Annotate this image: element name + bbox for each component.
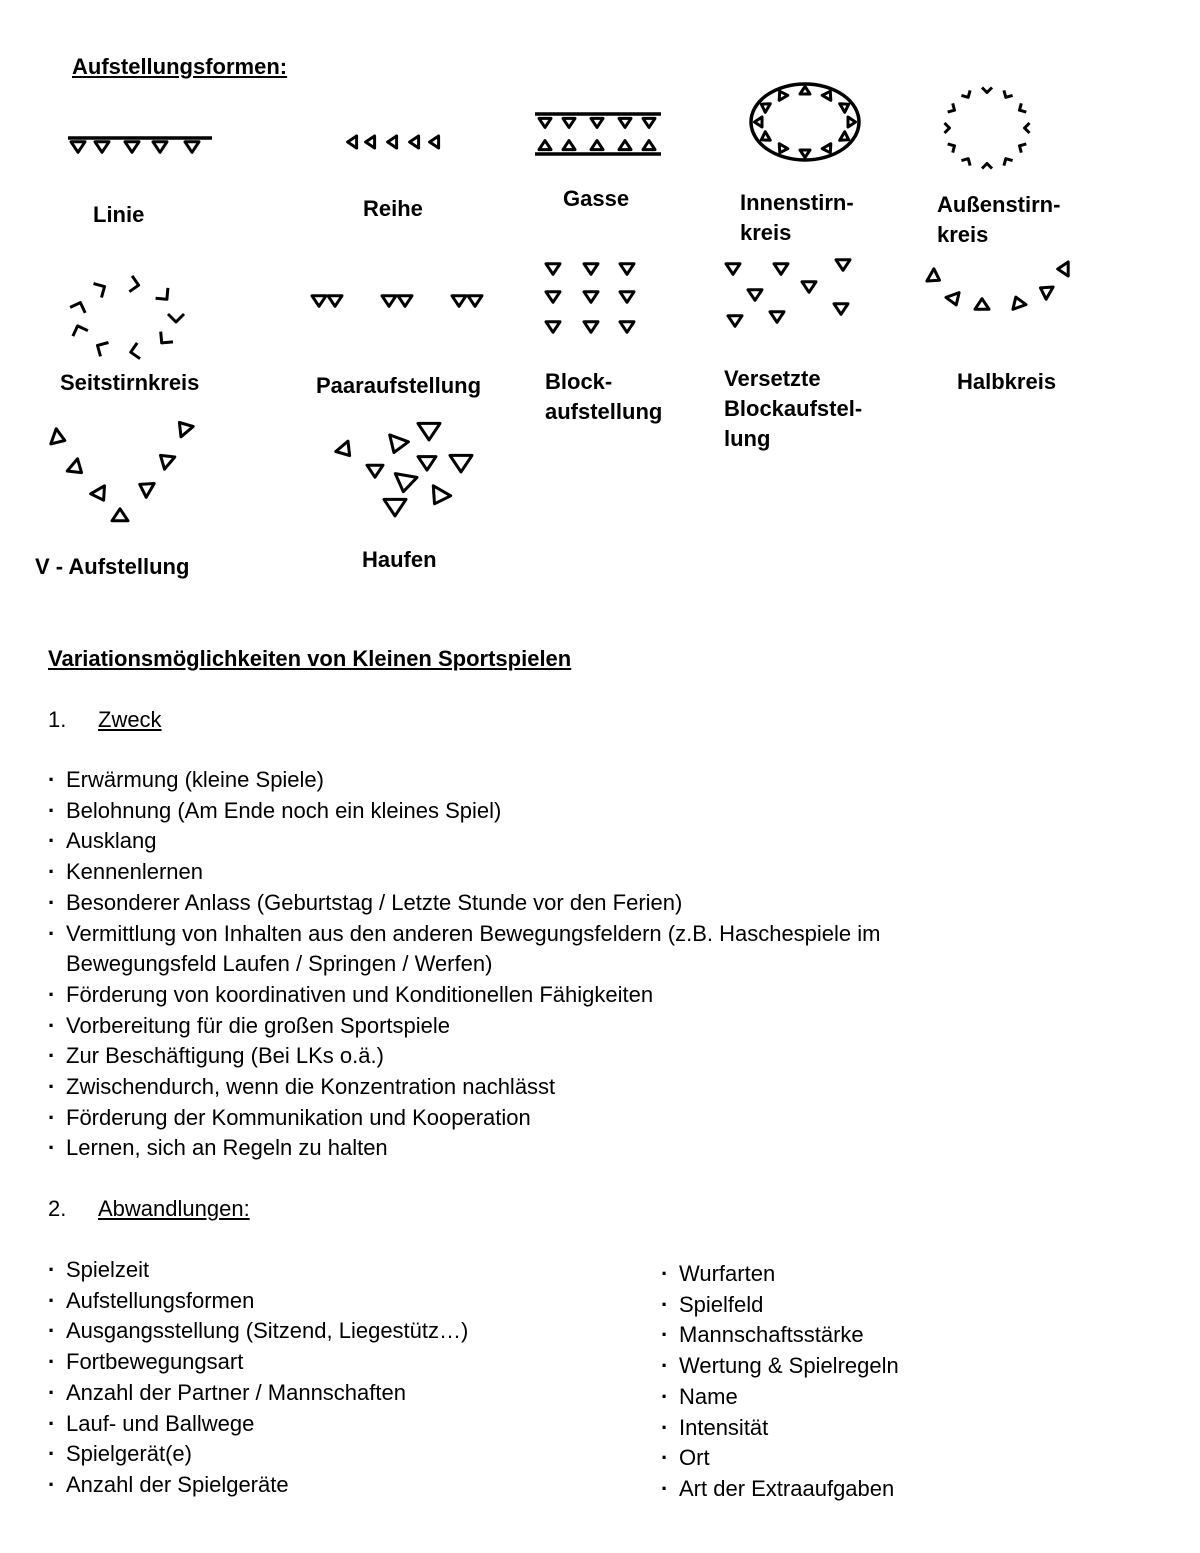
formation-label-innenstirnkreis: Innenstirn- kreis	[740, 190, 854, 245]
player-triangle	[450, 455, 472, 472]
formation-label-paaraufstellung: Paaraufstellung	[316, 373, 482, 398]
player-triangle	[774, 264, 788, 275]
list-item: · Lauf- und Ballwege	[48, 1409, 628, 1440]
list-item: · Art der Extraaufgaben	[661, 1474, 1161, 1505]
variations-heading: Variationsmöglichkeiten von Kleinen Sportspielen	[48, 646, 572, 671]
halbkreis-diagram	[918, 255, 1078, 315]
player-triangle	[779, 144, 788, 153]
player-triangle	[348, 136, 357, 148]
player-triangle	[140, 484, 154, 498]
player-triangle	[112, 509, 128, 521]
list-item: · Ort	[661, 1443, 1161, 1474]
player-triangle	[546, 264, 560, 275]
player-triangle	[430, 136, 439, 148]
section-1-heading	[48, 707, 162, 733]
player-mark	[168, 314, 184, 322]
player-mark	[161, 332, 173, 343]
player-triangle	[620, 322, 634, 333]
formation-label-v-aufstellung: V - Aufstellung	[35, 554, 190, 579]
section-2-title: Abwandlungen:	[98, 1196, 250, 1221]
linie-diagram	[60, 118, 230, 168]
player-triangle	[591, 141, 603, 150]
list-item: · Spielfeld	[661, 1290, 1161, 1321]
player-triangle	[761, 132, 770, 141]
player-triangle	[398, 296, 412, 307]
list-item: · Kennenlernen	[48, 857, 1048, 888]
player-triangle	[643, 141, 655, 150]
abwandlungen-list-left	[48, 1255, 628, 1501]
player-triangle	[433, 486, 450, 504]
player-mark	[961, 90, 970, 97]
player-triangle	[619, 118, 631, 127]
haufen-diagram	[325, 410, 495, 530]
player-triangle	[584, 292, 598, 303]
player-triangle	[802, 282, 816, 293]
formation-label-aussenstirnkreis: Außenstirn- kreis	[937, 192, 1061, 247]
player-mark	[1025, 123, 1030, 133]
list-item: · Vermittlung von Inhalten aus den anderen Bewegungsfeldern (z.B. Haschespiele im Bewegungsfeld Laufen / Springen / Werfen)	[48, 919, 1026, 980]
gasse-diagram	[525, 100, 675, 170]
formation-label-haufen: Haufen	[362, 547, 437, 572]
player-triangle	[1013, 297, 1026, 309]
player-triangle	[755, 117, 763, 127]
player-triangle	[539, 141, 551, 150]
formation-label-gasse: Gasse	[563, 186, 630, 211]
list-item: · Fortbewegungsart	[48, 1347, 628, 1378]
formation-label-versetzte-blockaufstellung: Versetzte Blockaufstel- lung	[724, 366, 863, 451]
player-triangle	[927, 269, 940, 281]
player-triangle	[584, 264, 598, 275]
player-mark	[129, 276, 138, 292]
list-item: · Zur Beschäftigung (Bei LKs o.ä.)	[48, 1041, 1048, 1072]
section-1-title: Zweck	[98, 707, 162, 732]
list-item: · Spielgerät(e)	[48, 1439, 628, 1470]
player-triangle	[748, 290, 762, 301]
list-item: · Erwärmung (kleine Spiele)	[48, 765, 1048, 796]
player-triangle	[546, 322, 560, 333]
player-mark	[1020, 103, 1027, 112]
formation-label-reihe: Reihe	[363, 196, 423, 221]
player-triangle	[563, 141, 575, 150]
player-triangle	[388, 136, 397, 148]
player-triangle	[834, 304, 848, 315]
player-mark	[94, 284, 105, 298]
player-triangle	[728, 316, 742, 327]
aussenstirnkreis-diagram	[935, 80, 1045, 180]
list-item: · Belohnung (Am Ende noch ein kleines Spiel)	[48, 796, 1048, 827]
player-triangle	[1041, 287, 1054, 299]
list-item: · Besonderer Anlass (Geburtstag / Letzte Stunde vor den Ferien)	[48, 888, 1048, 919]
player-triangle	[91, 486, 105, 500]
player-triangle	[336, 441, 350, 455]
list-item: · Intensität	[661, 1413, 1161, 1444]
abwandlungen-list-right	[661, 1259, 1161, 1505]
player-triangle	[153, 142, 167, 153]
player-triangle	[185, 142, 199, 153]
player-mark	[948, 144, 955, 153]
versetzte-blockaufstellung-diagram	[715, 250, 865, 335]
list-item: · Ausgangsstellung (Sitzend, Liegestütz…)	[48, 1316, 628, 1347]
player-triangle	[539, 118, 551, 127]
player-triangle	[563, 118, 575, 127]
player-triangle	[1058, 262, 1069, 276]
player-mark	[961, 159, 970, 166]
section-2-number: 2.	[48, 1196, 67, 1221]
player-triangle	[418, 457, 436, 471]
player-mark	[98, 343, 109, 357]
list-item: · Vorbereitung für die großen Sportspiele	[48, 1011, 1048, 1042]
formation-label-seitstirnkreis: Seitstirnkreis	[60, 370, 200, 395]
list-item: · Anzahl der Spielgeräte	[48, 1470, 628, 1501]
player-triangle	[726, 264, 740, 275]
player-triangle	[822, 91, 831, 100]
player-triangle	[619, 141, 631, 150]
seitstirnkreis-diagram	[60, 270, 200, 370]
player-triangle	[452, 296, 466, 307]
player-mark	[73, 326, 88, 336]
player-triangle	[468, 296, 482, 307]
player-triangle	[836, 260, 850, 271]
formation-label-halbkreis: Halbkreis	[957, 369, 1057, 394]
player-triangle	[328, 296, 342, 307]
player-triangle	[395, 474, 417, 492]
list-item: · Zwischendurch, wenn die Konzentration nachlässt	[48, 1072, 1048, 1103]
list-item: · Aufstellungsformen	[48, 1286, 628, 1317]
player-triangle	[546, 292, 560, 303]
blockaufstellung-diagram	[535, 250, 650, 350]
list-item: · Wertung & Spielregeln	[661, 1351, 1161, 1382]
player-mark	[948, 103, 955, 112]
player-triangle	[946, 293, 959, 305]
player-triangle	[761, 104, 770, 113]
player-mark	[1004, 90, 1013, 97]
player-triangle	[125, 142, 139, 153]
player-mark	[982, 88, 992, 93]
player-triangle	[591, 118, 603, 127]
player-triangle	[312, 296, 326, 307]
v-aufstellung-diagram	[38, 410, 208, 535]
player-triangle	[410, 136, 419, 148]
player-triangle	[367, 465, 383, 477]
player-mark	[982, 164, 992, 169]
reihe-diagram	[335, 118, 465, 168]
player-triangle	[384, 499, 406, 516]
player-mark	[70, 303, 85, 313]
player-triangle	[51, 429, 65, 444]
section-1-number: 1.	[48, 707, 67, 732]
player-triangle	[418, 423, 440, 440]
formations-heading: Aufstellungsformen:	[72, 54, 288, 79]
list-item: · Wurfarten	[661, 1259, 1161, 1290]
player-triangle	[848, 117, 856, 127]
player-triangle	[71, 142, 85, 153]
player-triangle	[822, 144, 831, 153]
player-triangle	[179, 423, 193, 437]
list-item: · Name	[661, 1382, 1161, 1413]
section-2-heading	[48, 1196, 250, 1222]
player-triangle	[770, 312, 784, 323]
player-triangle	[620, 292, 634, 303]
player-mark	[131, 343, 140, 359]
formation-label-blockaufstellung: Block- aufstellung	[545, 369, 663, 424]
player-triangle	[840, 132, 849, 141]
player-mark	[945, 123, 950, 133]
player-triangle	[620, 264, 634, 275]
player-triangle	[800, 150, 810, 158]
list-item: · Lernen, sich an Regeln zu halten	[48, 1133, 1048, 1164]
player-triangle	[390, 435, 409, 453]
player-mark	[1004, 159, 1013, 166]
formation-label-linie: Linie	[93, 202, 145, 227]
innenstirnkreis-diagram	[740, 78, 870, 173]
player-triangle	[643, 118, 655, 127]
player-triangle	[840, 104, 849, 113]
player-triangle	[975, 299, 989, 310]
player-triangle	[584, 322, 598, 333]
zweck-list	[48, 765, 1048, 1164]
player-triangle	[67, 459, 81, 473]
list-item: · Anzahl der Partner / Mannschaften	[48, 1378, 628, 1409]
player-mark	[1020, 144, 1027, 153]
list-item: · Förderung der Kommunikation und Kooperation	[48, 1103, 1048, 1134]
player-triangle	[800, 87, 810, 95]
player-triangle	[366, 136, 375, 148]
player-triangle	[161, 455, 175, 469]
list-item: · Spielzeit	[48, 1255, 628, 1286]
player-triangle	[382, 296, 396, 307]
player-triangle	[95, 142, 109, 153]
list-item: · Mannschaftsstärke	[661, 1320, 1161, 1351]
list-item: · Förderung von koordinativen und Konditionellen Fähigkeiten	[48, 980, 1048, 1011]
list-item: · Ausklang	[48, 826, 1048, 857]
paaraufstellung-diagram	[305, 280, 495, 325]
player-triangle	[779, 91, 788, 100]
player-mark	[156, 288, 168, 299]
